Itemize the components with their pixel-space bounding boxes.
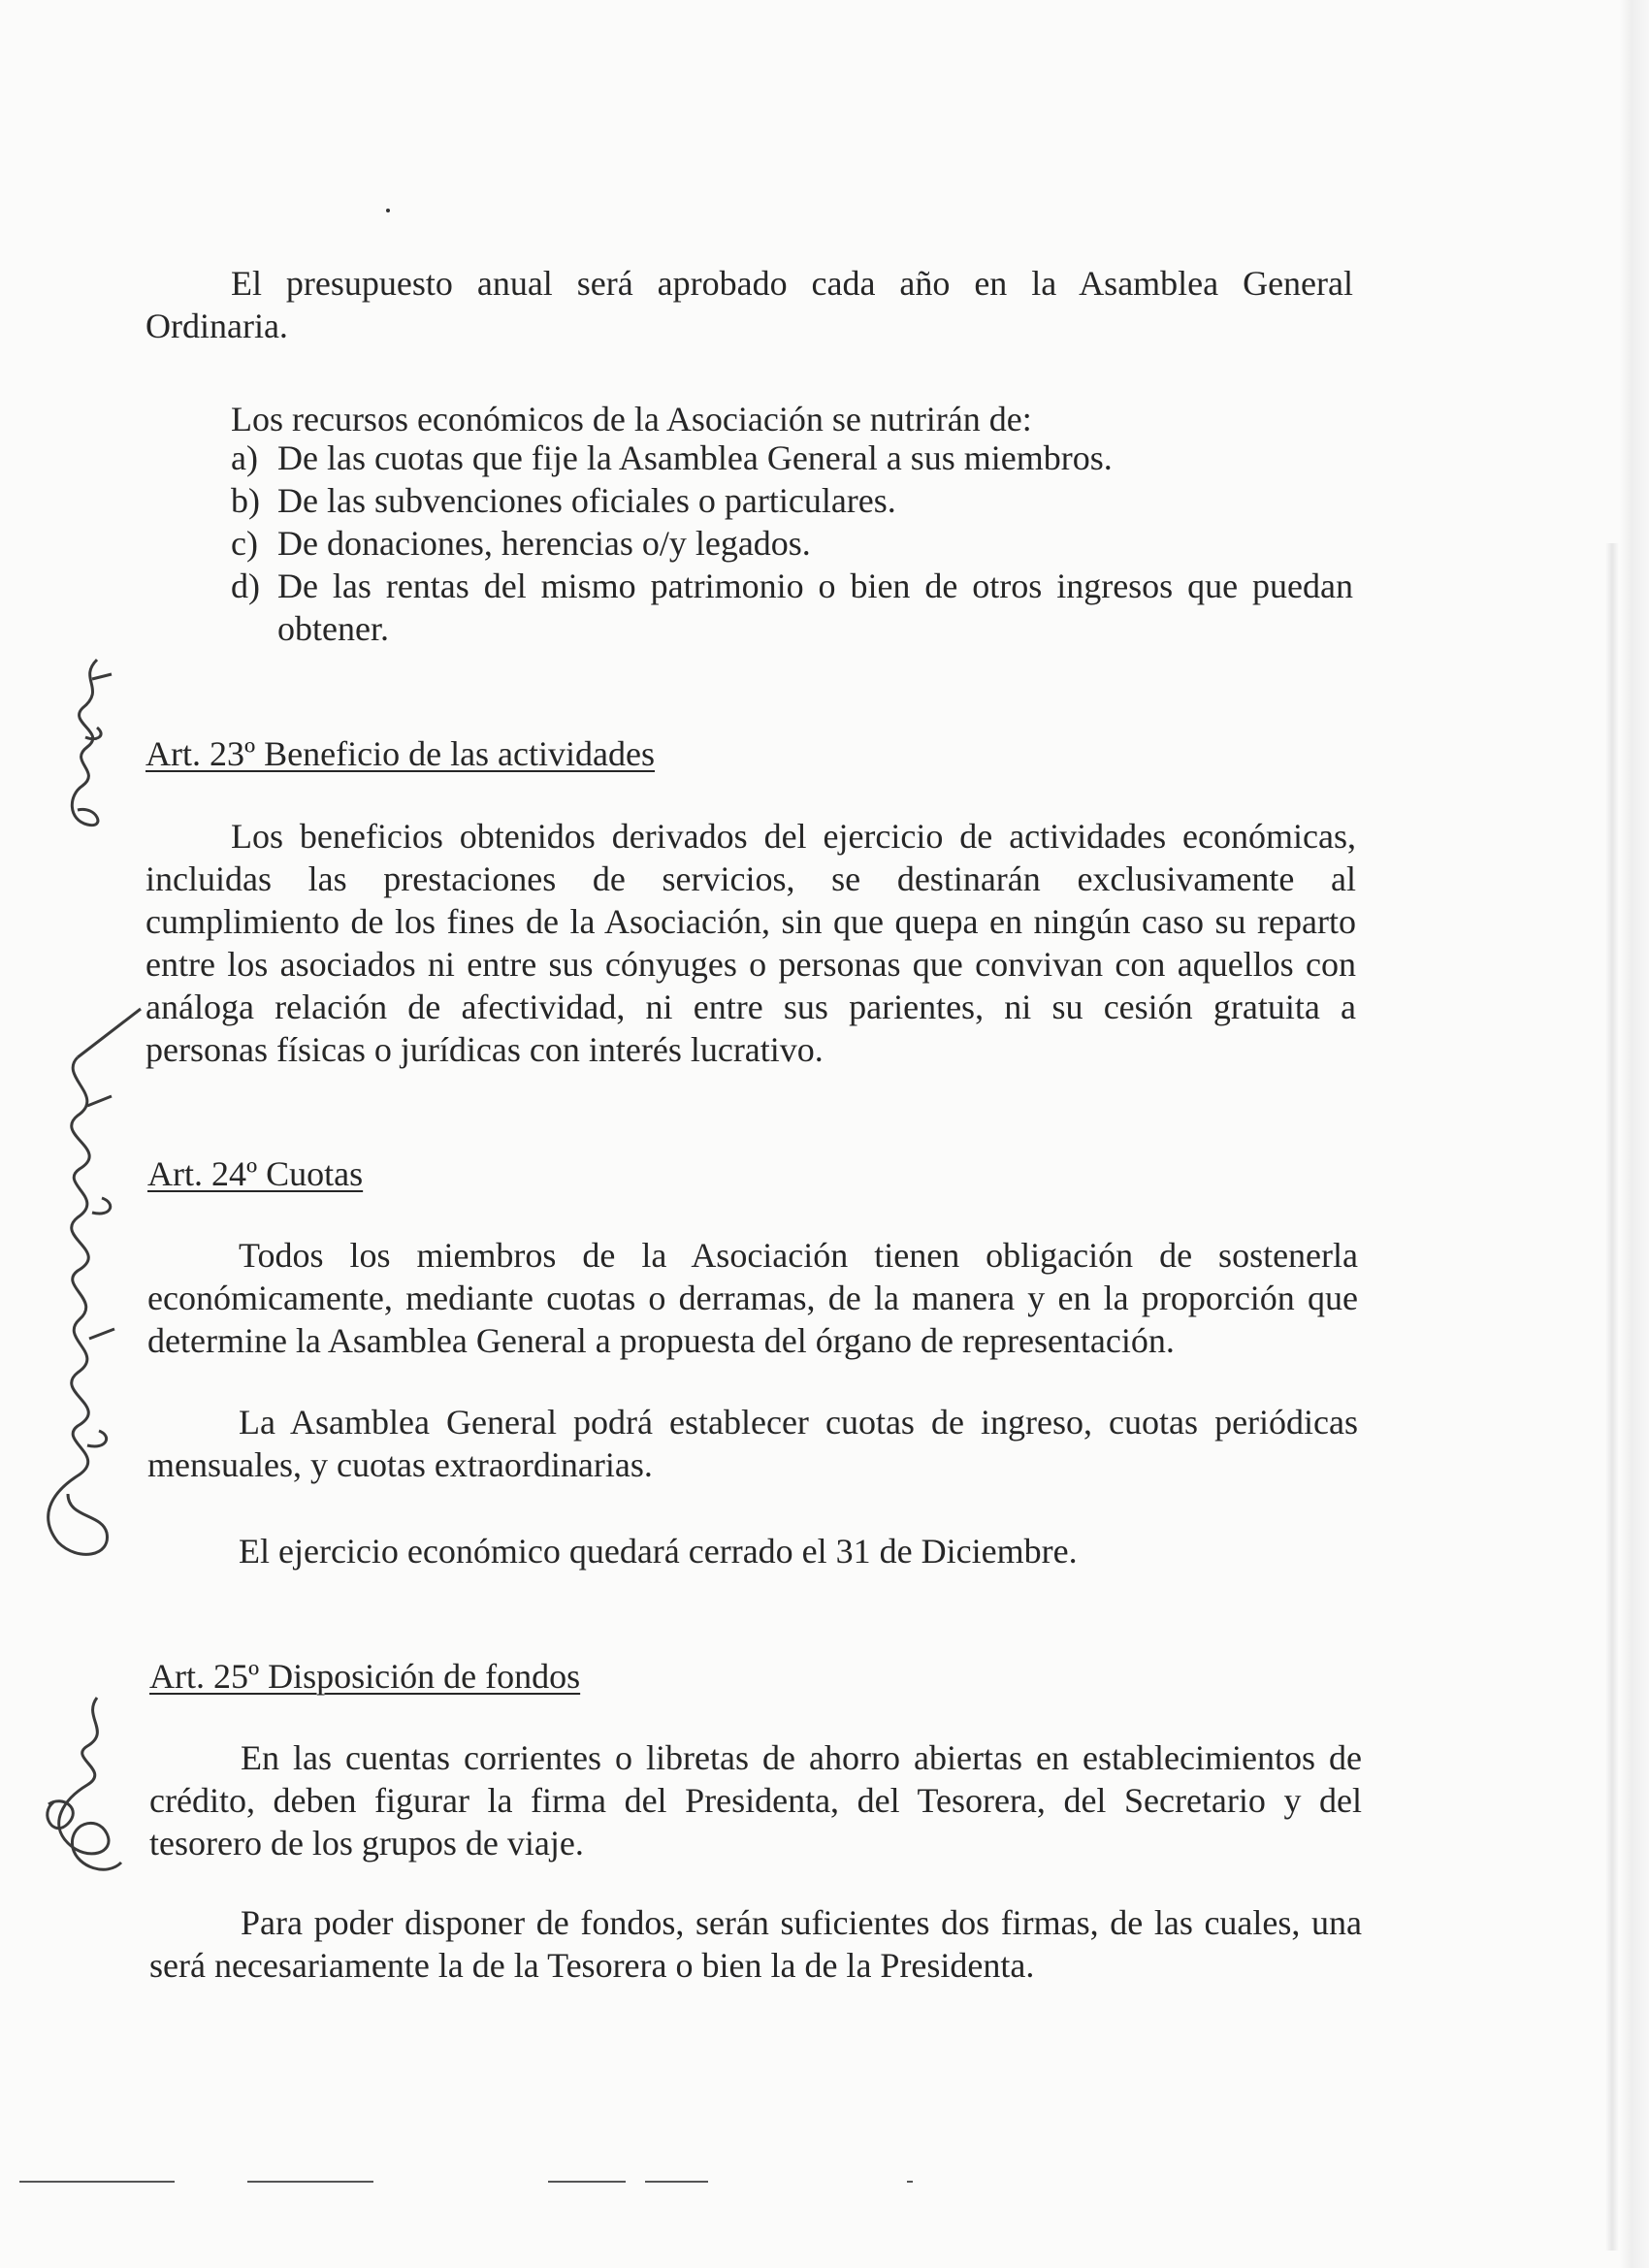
article-23-heading: Art. 23º Beneficio de las actividades [146,734,655,773]
article-25-line: tesorero de los grupos de viaje. [149,1824,584,1863]
list-item [231,522,1353,565]
article-24-heading: Art. 24º Cuotas [147,1154,364,1193]
list-text-continuation: obtener. [277,609,389,648]
article-24-line: económicamente, mediante cuotas o derramas, de la manera y en la proporción que [147,1279,1358,1317]
list-text: De las rentas del mismo patrimonio o bien de otros ingresos que puedan [277,567,1353,605]
article-25-para-1 [149,1736,1362,1864]
list-item [231,565,1353,607]
stray-mark [386,209,390,212]
article-24-line: determine la Asamblea General a propuesta del órgano de representación. [147,1321,1175,1360]
article-25-line: crédito, deben figurar la firma del Presidenta, del Tesorera, del Secretario y del [149,1781,1362,1820]
article-23-line: cumplimiento de los fines de la Asociación, sin que quepa en ningún caso su reparto [146,902,1356,941]
margin-initials-bottom [29,1688,136,1882]
bottom-rule [19,2181,175,2183]
list-marker: c) [231,524,258,563]
margin-signature-top [39,650,126,844]
bottom-rule [907,2181,913,2183]
article-25-line: será necesariamente la de la Tesorera o bien la de la Presidenta. [149,1946,1035,1985]
article-23-line: entre los asociados ni entre sus cónyuges o personas que convivan con aquellos con [146,945,1356,984]
article-24-para-3 [239,1530,1358,1572]
article-24-line: El ejercicio económico quedará cerrado el 31 de Diciembre. [239,1532,1078,1571]
list-marker: a) [231,438,258,477]
article-23-line: incluidas las prestaciones de servicios, se destinarán exclusivamente al [146,859,1356,898]
article-23-body [146,815,1356,1071]
budget-line-1: El presupuesto anual será aprobado cada año en la Asamblea General [231,264,1353,303]
article-25-line: Para poder disponer de fondos, serán suficientes dos firmas, de las cuales, una [241,1903,1362,1942]
budget-paragraph [146,262,1353,347]
article-25-para-2 [149,1901,1362,1987]
resources-intro [231,398,1353,440]
article-24-line: La Asamblea General podrá establecer cuotas de ingreso, cuotas periódicas [239,1403,1358,1442]
budget-line-2: Ordinaria. [146,307,288,345]
article-24-para-1 [147,1234,1358,1362]
bottom-rule [247,2181,373,2183]
list-item [231,479,1353,522]
list-text: De donaciones, herencias o/y legados. [277,524,811,563]
article-23-line: personas físicas o jurídicas con interés lucrativo. [146,1030,824,1069]
list-text: De las cuotas que fije la Asamblea General a sus miembros. [277,438,1113,477]
article-24-line: Todos los miembros de la Asociación tienen obligación de sostenerla [239,1236,1358,1275]
article-24-para-2 [147,1401,1358,1486]
list-item [231,437,1353,479]
scan-shadow [1605,543,1619,2251]
article-23-line: Los beneficios obtenidos derivados del ejercicio de actividades económicas, [231,817,1356,856]
bottom-rule [645,2181,708,2183]
bottom-rule [548,2181,626,2183]
scan-edge [1620,0,1649,2268]
article-25-line: En las cuentas corrientes o libretas de ahorro abiertas en establecimientos de [241,1738,1362,1777]
list-text: De las subvenciones oficiales o particulares. [277,481,896,520]
resources-list [231,437,1353,650]
resources-intro-text: Los recursos económicos de la Asociación se nutrirán de: [231,400,1032,438]
list-marker: b) [231,481,260,520]
article-24-line: mensuales, y cuotas extraordinarias. [147,1445,653,1484]
margin-signature-middle [19,989,155,1591]
article-25-heading: Art. 25º Disposición de fondos [149,1657,581,1696]
list-marker: d) [231,567,260,605]
article-23-line: análoga relación de afectividad, ni entre sus parientes, ni su cesión gratuita a [146,988,1356,1026]
